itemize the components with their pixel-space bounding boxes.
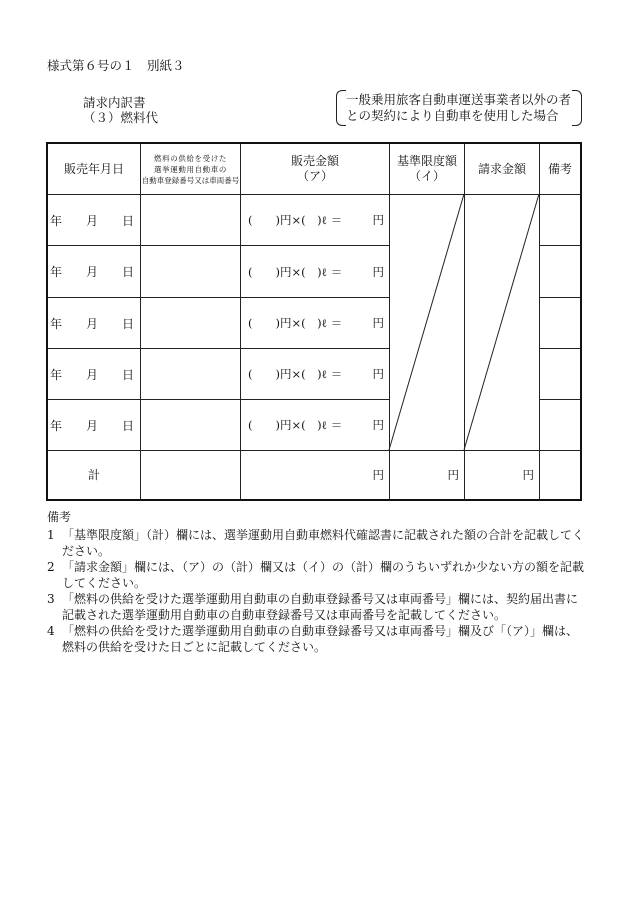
total-limit-yen: 円: [447, 468, 459, 482]
note-number: 3: [47, 592, 55, 606]
note-item: [47, 559, 587, 591]
condition-line-1: 一般乗用旅客自動車運送事業者以外の者: [346, 92, 572, 107]
note-text: 「燃料の供給を受けた選挙運動用自動車の自動車登録番号又は車両番号」欄及び「（ア）」欄は、燃料の供給を受けた日ごとに記載してください。: [62, 624, 579, 654]
limit-strike-line: [389, 194, 464, 450]
row-formula: ( )円×( )ℓ ＝: [248, 213, 343, 227]
header-claim-amount: 請求金額: [477, 161, 526, 176]
row-date: 年 月 日: [49, 265, 140, 279]
left-bracket: [336, 90, 346, 126]
header-vehicle-line-2: 選挙運動用自動車の: [154, 164, 227, 174]
header-date: 販売年月日: [63, 161, 124, 176]
claim-table: [46, 142, 582, 501]
row-formula: ( )円×( )ℓ ＝: [248, 367, 343, 381]
row-yen: 円: [372, 316, 384, 330]
header-vehicle: [141, 144, 240, 194]
row-formula: ( )円×( )ℓ ＝: [248, 316, 343, 330]
note-number: 1: [47, 528, 55, 542]
note-text: 「基準限度額」（計）欄には、選挙運動用自動車燃料代確認書に記載された額の合計を記載してください。: [62, 528, 585, 558]
header-remarks: 備考: [547, 161, 572, 176]
notes-heading: 備考: [47, 510, 72, 524]
note-number: 2: [47, 560, 55, 574]
row-formula: ( )円×( )ℓ ＝: [248, 418, 343, 432]
header-limit-amount: [390, 144, 464, 194]
header-limit-key: （イ）: [408, 169, 445, 183]
row-date: 年 月 日: [49, 316, 140, 331]
document-subtitle: （３）燃料代: [83, 110, 159, 125]
row-yen: 円: [372, 213, 384, 227]
document-title: 請求内訳書: [83, 95, 146, 110]
row-date: 年 月 日: [49, 367, 140, 382]
total-claim-yen: 円: [522, 468, 534, 482]
form-number: 様式第６号の１ 別紙３: [47, 58, 185, 73]
total-label: 計: [87, 467, 100, 482]
row-formula: ( )円×( )ℓ ＝: [248, 264, 343, 279]
note-text: 「燃料の供給を受けた選挙運動用自動車の自動車登録番号又は車両番号」欄には、契約届出書に記載された選挙運動用自動車の自動車登録番号又は車両番号を記載してください。: [62, 592, 579, 622]
header-vehicle-line-3: 自動車登録番号又は車両番号: [141, 175, 240, 185]
note-item: [47, 623, 587, 655]
note-item: [47, 591, 587, 623]
total-sales-yen: 円: [372, 468, 384, 482]
header-limit-label: 基準限度額: [396, 154, 457, 168]
notes-section: [47, 509, 587, 655]
condition-line-2: との契約により自動車を使用した場合: [346, 108, 559, 123]
note-number: 4: [47, 624, 55, 638]
row-date: 年 月 日: [49, 213, 140, 228]
header-vehicle-line-1: 燃料の供給を受けた: [154, 153, 227, 163]
claim-strike-line: [464, 194, 539, 450]
row-date: 年 月 日: [49, 418, 140, 433]
note-item: [47, 527, 587, 559]
header-sales-label: 販売金額: [290, 154, 339, 168]
header-sales-key: （ア）: [296, 169, 333, 183]
right-bracket: [572, 90, 582, 126]
row-yen: 円: [372, 367, 384, 381]
header-sales-amount: [241, 144, 389, 194]
row-yen: 円: [372, 264, 384, 279]
condition-note: [336, 90, 582, 126]
note-text: 「請求金額」欄には、（ア）の（計）欄又は（イ）の（計）欄のうちいずれか少ない方の額を記載してください。: [62, 560, 585, 590]
row-yen: 円: [372, 418, 384, 432]
